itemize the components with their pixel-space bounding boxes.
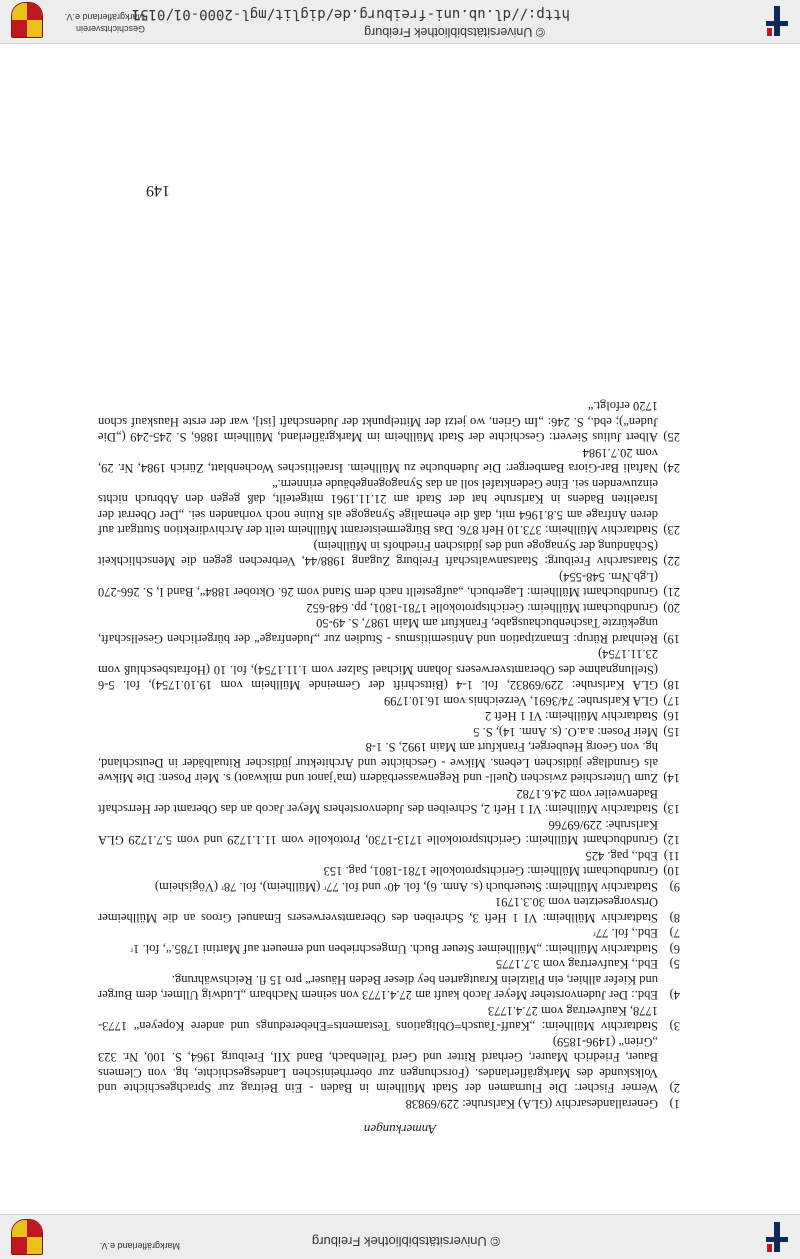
footnote-text: Grundbuchamt Müllheim: Gerichtsprotokolle 1713-1730, Protokolle vom 11.1.1729 und vom 5.7.1729 GLA Karlsruhe: 229/69766	[98, 818, 658, 848]
footnote-number: 22)	[663, 554, 680, 569]
footnote-item	[98, 848, 680, 864]
footnote-text: Ebd., fol. 77ʳ	[593, 926, 658, 941]
footnote-item	[98, 925, 680, 941]
footnote-text: Grundbuchamt Müllheim: Gerichtsprotokolle 1781-1801, pag. 153	[323, 864, 658, 879]
footnote-number: 19)	[663, 632, 680, 646]
section-heading: Anmerkungen	[363, 1122, 437, 1137]
coat-of-arms-icon	[11, 1219, 43, 1255]
footnote-item	[98, 600, 680, 616]
footnote-text: Albert Julius Sievert: Geschichte der Stadt Müllheim im Markgräflerland, Müllheim 1886, S. 245-249 („Die Juden“); ebd., S. 246: „Im Grien, wo jetzt der Mittelpunkt der Judenschaft [ist], war der erste Hauskauf schon 1720 erfolgt.“	[98, 399, 658, 445]
footnote-text: Ebd.: Der Judenvorsteher Meyer Jacob kauft am 27.4.1773 von seinem Nachbarn „Ludwig Ullmer, dem Burger und Kiefer allhier, ein Plätzlein Krautgarten bey dieser Beden Häuser“ pro 15 fl. Reichswährung.	[98, 973, 658, 1003]
footnote-number: 13)	[663, 802, 680, 817]
footnote-number: 2)	[669, 1081, 680, 1096]
footnote-text: Naftali Bar-Giora Bamberger: Die Judenbuche zu Müllheim. Israelitisches Wochenblatt, Zürich 1984, Nr. 29, vom 20.7.1984	[98, 446, 658, 476]
footnote-item	[98, 445, 680, 476]
footnote-number: 21)	[663, 585, 680, 600]
footnote-item	[98, 879, 680, 895]
footnote-text: Stadtarchiv Müllheim: VI 1 Heft 2	[484, 709, 658, 724]
footnote-item	[98, 693, 680, 709]
footnote-text: Ebd., Kaufvertrag vom 3.7.1775	[495, 957, 658, 972]
footnote-text: Stadtarchiv Müllheim: „Müllheimer Steuer Buch. Umgeschrieben und erneuert auf Martini 1785.“, fol. 1ʳ	[130, 942, 658, 956]
coat-of-arms-icon	[11, 2, 43, 38]
footnote-item	[98, 1034, 680, 1096]
footnote-number: 23)	[663, 523, 680, 538]
footnote-text: Stadtarchiv Müllheim: Steuerbuch (s. Anm. 6), fol. 40ᵛ und fol. 77ʳ (Müllheim), fol. 78ʳ (Vögisheim)	[154, 880, 658, 894]
footnote-item	[98, 739, 680, 786]
footnote-number: 12)	[663, 833, 680, 848]
footnote-text: GLA Karlsruhe: 74/3691, Verzeichnis vom 16.10.1799	[383, 694, 658, 708]
footnote-number: 1)	[669, 1097, 680, 1111]
permalink-url[interactable]: http://dl.ub.uni-freiburg.de/diglit/mgl-2000-01/0151	[131, 6, 570, 22]
footnote-item	[98, 817, 680, 848]
footnote-item	[98, 398, 680, 445]
footnote-number: 4)	[669, 988, 680, 1003]
footnote-number: 18)	[663, 678, 680, 693]
credit-text-top: © Universitätsbibliothek Freiburg	[311, 1234, 500, 1249]
footnote-item	[98, 724, 680, 740]
library-logo-icon	[762, 1222, 792, 1252]
viewer-band-top	[0, 1214, 800, 1259]
footnote-number: 15)	[663, 725, 680, 739]
footnote-number: 11)	[663, 849, 680, 863]
footnote-text: Stadtarchiv Müllheim: 373.10 Heft 876. Das Bürgermeisteramt Müllheim teilt der Archivdirektion Stuttgart auf deren Anfrage am 5.8.1964 mit, daß die ehemalige Synagoge als Ruine noch vorhanden sei. „Der Oberrat der Israeliten Badens in Karlsruhe hat der Stadt am 21.11.1961 mitgeteilt, daß gegen den Abbruch nichts einzuwenden sei. Eine Gedenktafel soll an das Synagogengebäude erinnern.“	[98, 477, 658, 538]
footnote-item	[98, 1003, 680, 1034]
footnote-text: Zum Unterschied zwischen Quell- und Regenwasserbädern (ma’janot und mikwaot) s. Meir Posen: Die Mikwe als Grundlage jüdischen Lebens. Mikwe - Geschichte und Architektur jüdischer Ritualbäder in Deutschland, hg. von Georg Heuberger, Frankfurt am Main 1992, S. 1-8	[98, 740, 658, 786]
footnote-text: Grundbuchamt Müllheim: Lagerbuch, „aufgestellt nach dem Stand vom 26. Oktober 1884“, Band I, S. 266-270 (Lgb.Nrn. 548-554)	[98, 570, 658, 600]
library-logo-icon	[762, 6, 792, 36]
footnote-item	[98, 476, 680, 538]
footnote-item	[98, 894, 680, 925]
footnote-item	[98, 708, 680, 724]
footnote-number: 17)	[663, 694, 680, 708]
footnote-item	[98, 1096, 680, 1112]
footnote-number: 16)	[663, 709, 680, 724]
footnote-number: 10)	[663, 864, 680, 879]
footnote-item	[98, 615, 680, 646]
footnote-text: GLA Karlsruhe: 229/69832, fol. 1-4 (Bittschrift der Gemeinde Müllheim vom 19.10.1754), fol. 5-6 (Stellungnahme des Oberamtsverwesers Johann Michael Salzer vom 1.11.1754), fol. 10 (Hofratsbeschluß vom 23.11.1754)	[98, 647, 658, 693]
footnote-number: 14)	[663, 771, 680, 786]
footnote-text: Reinhard Rürup: Emanzipation und Antisemitismus - Studien zur „Judenfrage“ der bürgerlichen Gesellschaft, ungekürzte Taschenbuchausgabe, Frankfurt am Main 1987, S. 49-50	[98, 616, 658, 646]
footnote-text: Werner Fischer: Die Flurnamen der Stadt Müllheim in Baden - Ein Beitrag zur Sprachgeschichte und Volkskunde des Markgräflerlandes. (Forschungen zur oberrheinischen Landesgeschichte, hg. von Clemens Bauer, Friedrich Maurer, Gerhard Ritter und Gerd Tellenbach, Band XII, Freiburg 1964, S. 100, Nr. 323 „Grien“ (1496-1859)	[98, 1035, 658, 1096]
footnote-number: 24)	[663, 461, 680, 476]
footnote-text: Stadtarchiv Müllheim: VI 1 Heft 3, Schreiben des Oberamtsverwesers Emanuel Groos an die Müllheimer Ortsvorgesetzten vom 30.3.1791	[98, 895, 658, 925]
footnote-item	[98, 538, 680, 569]
footnote-number: 7)	[669, 926, 680, 941]
footnote-item	[98, 956, 680, 972]
footnote-item	[98, 646, 680, 693]
footnote-text: Stadtarchiv Müllheim: „Kauff-Tausch=Obligations Testaments=Eheberedungs und andere Kopeyen“ 1773-1778, Kaufvertrag vom 27.4.1773	[98, 1004, 658, 1034]
footnote-number: 20)	[663, 601, 680, 615]
society-name: Geschichtsverein	[75, 24, 145, 34]
credit-text: © Universitätsbibliothek Freiburg	[364, 25, 545, 39]
footnote-number: 5)	[669, 957, 680, 972]
footnote-number: 3)	[669, 1019, 680, 1034]
footnote-text: Ebd., pag. 425	[585, 849, 658, 863]
page-number: 149	[146, 182, 170, 199]
footnote-number: 9)	[669, 880, 680, 894]
society-region: Markgräflerland e.V.	[64, 12, 145, 22]
footnote-item	[98, 863, 680, 879]
footnote-text: Meir Posen: a.a.O. (s. Anm. 14), S. 5	[473, 725, 658, 739]
footnote-number: 8)	[669, 911, 680, 925]
footnote-item	[98, 941, 680, 957]
footnote-text: Stadtarchiv Müllheim: VI 1 Heft 2, Schreiben des Judenvorstehers Meyer Jacob an das Oberamt der Herrschaft Badenweiler vom 24.6.1782	[98, 787, 658, 817]
footnote-number: 25)	[663, 430, 680, 445]
footnote-item	[98, 972, 680, 1003]
footnote-text: Staatsarchiv Freiburg: Staatsanwaltschaft Freiburg Zugang 1988/44, Verbrechen gegen die Menschlichkeit (Schändung der Synagoge und des jüdischen Friedhofs in Müllheim)	[98, 539, 658, 569]
viewer-band-bottom	[0, 0, 800, 44]
footnote-item	[98, 569, 680, 600]
footnote-list	[98, 398, 680, 1111]
footnote-text: Grundbuchamt Müllheim: Gerichtsprotokolle 1781-1801, pp. 648-652	[306, 601, 658, 615]
brand-line-1: Markgräflerland e.V.	[99, 1241, 180, 1251]
footnote-number: 6)	[669, 942, 680, 956]
footnote-text: Generallandesarchiv (GLA) Karlsruhe: 229/69838	[405, 1097, 658, 1111]
footnote-item	[98, 786, 680, 817]
